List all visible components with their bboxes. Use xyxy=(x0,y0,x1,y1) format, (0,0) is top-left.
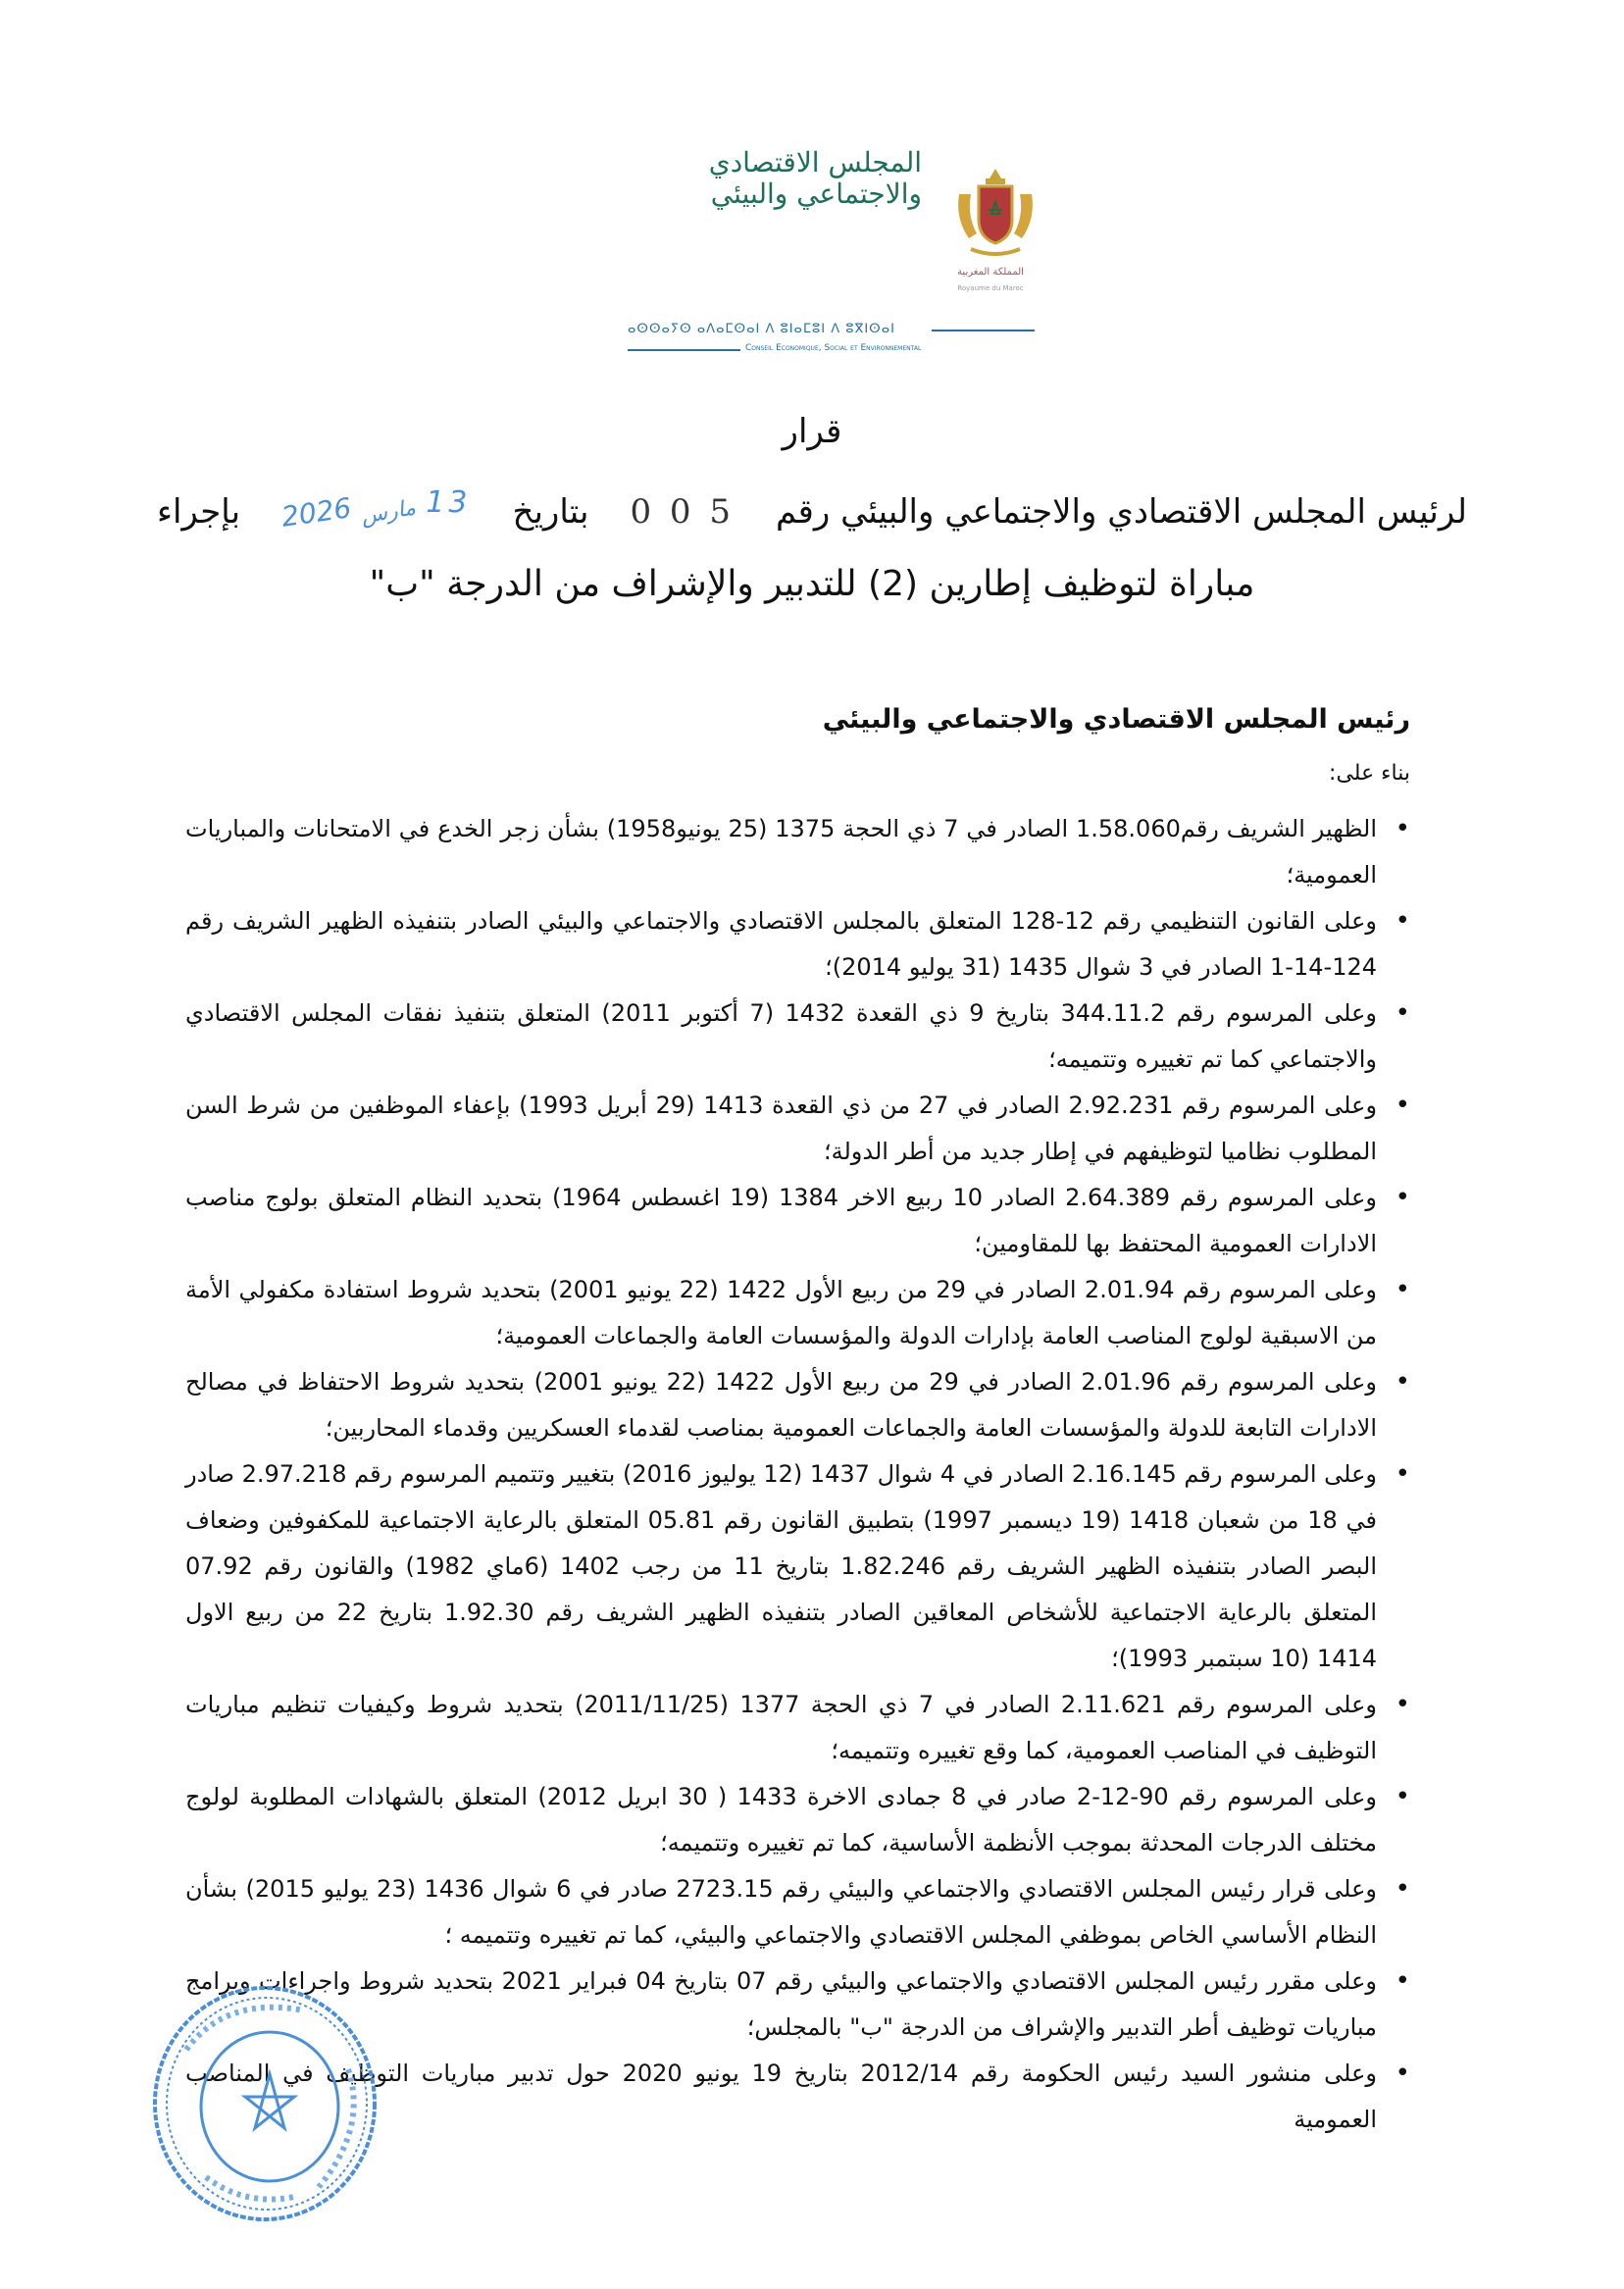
document-type: قرار xyxy=(782,412,842,451)
list-item: • وعلى المرسوم رقم 2.16.145 الصادر في 4 شوال 1437 (12 يوليوز 2016) بتغيير وتتميم المرسوم رقم 2.97.218 صادر في 18 من شعبان 1418 (19 ديسمبر 1997) بتطبيق القانون رقم 05.81 المتعلق بالرعاية الاجتماعية للمكفوفين وضعاف البصر الصادر بتنفيذه الظهير الشريف رقم 1.82.246 بتاريخ 11 من رجب 1402 (6ماي 1982) والقانون رقم 07.92 المتعلق بالرعاية الاجتماعية للأشخاص المعاقين الصادر بتنفيذه الظهير الشريف رقم 1.92.30 بتاريخ 22 من ربيع الاول 1414 (10 سبتمبر 1993)؛ xyxy=(185,1451,1377,1682)
handwritten-date xyxy=(279,484,472,534)
title-part1: لرئيس المجلس الاقتصادي والاجتماعي والبيئي رقم xyxy=(775,492,1467,532)
list-item: • وعلى منشور السيد رئيس الحكومة رقم 2012/14 بتاريخ 19 يونيو 2020 حول تدبير مباريات التوظيف في المناصب العمومية xyxy=(185,2051,1377,2143)
official-stamp-icon xyxy=(147,1981,387,2221)
list-item: • وعلى المرسوم رقم 2.11.621 الصادر في 7 ذي الحجة 1377 (2011/11/25) بتحديد شروط وكيفيات تنظيم مباريات التوظيف في المناصب العمومية، كما وقع تغييره وتتميمه؛ xyxy=(185,1682,1377,1774)
kingdom-label-fr: Royaume du Maroc xyxy=(957,284,1024,292)
moroccan-coat-of-arms-icon xyxy=(951,165,1040,263)
council-name-arabic-logo: المجلس الاقتصادي والاجتماعي والبيئي xyxy=(708,146,922,210)
list-item: • وعلى المرسوم رقم 344.11.2 بتاريخ 9 ذي القعدة 1432 (7 أكتوبر 2011) المتعلق بتنفيذ نفقات المجلس الاقتصادي والاجتماعي كما تم تغييره وتتميمه؛ xyxy=(185,991,1377,1083)
title-line1 xyxy=(157,484,1467,539)
council-name-tifinagh: ⴰⵙⵙⴰⵢⵙ ⴰⴷⴰⵎⵙⴰⵏ ⴷ ⵓⵏⴰⵎⵓⵏ ⴷ ⵓⴳⵏⵙⴰⵏ xyxy=(628,322,895,336)
list-item: • الظهير الشريف رقم1.58.060 الصادر في 7 ذي الحجة 1375 (25 يونيو1958) بشأن زجر الخدع في الامتحانات والمباريات العمومية؛ xyxy=(185,806,1377,898)
title-line2: مباراة لتوظيف إطارين (2) للتدبير والإشراف من الدرجة "ب" xyxy=(369,564,1255,604)
handwritten-date-month: مارس xyxy=(359,494,419,530)
logo-divider xyxy=(628,349,740,351)
kingdom-label-ar: المملكة المغربية xyxy=(957,267,1024,278)
council-name-french: Conseil Economique, Social et Environnemental xyxy=(745,343,922,353)
decision-number: 0 0 5 xyxy=(630,492,735,532)
list-item: • وعلى المرسوم رقم 2.01.96 الصادر في 29 من ربيع الأول 1422 (22 يونيو 2001) بتحديد شروط الاحتفاظ في مصالح الادارات التابعة للدولة والمؤسسات العامة والجماعات العمومية بمناصب لقدماء العسكريين وقدماء المحاربين؛ xyxy=(185,1359,1377,1451)
list-item: • وعلى المرسوم رقم 2.01.94 الصادر في 29 من ربيع الأول 1422 (22 يونيو 2001) بتحديد شروط استفادة مكفولي الأمة من الاسبقية لولوج المناصب العامة بإدارات الدولة والمؤسسات العامة والجماعات العمومية؛ xyxy=(185,1267,1377,1359)
title-part2: بإجراء xyxy=(157,492,241,532)
handwritten-date-year: 2026 xyxy=(279,490,354,534)
list-item: • وعلى المرسوم رقم 2.92.231 الصادر في 27 من ذي القعدة 1413 (29 أبريل 1993) بإعفاء الموظفين من شرط السن المطلوب نظاميا لتوظيفهم في إطار جديد من أطر الدولة؛ xyxy=(185,1083,1377,1175)
intro-label: بناء على: xyxy=(1329,761,1410,786)
logo-divider xyxy=(932,330,1035,331)
list-item: • وعلى القانون التنظيمي رقم 12-128 المتعلق بالمجلس الاقتصادي والاجتماعي والبيئي الصادر بتنفيذه الظهير الشريف رقم 124-14-1 الصادر في 3 شوال 1435 (31 يوليو 2014)؛ xyxy=(185,898,1377,991)
section-heading: رئيس المجلس الاقتصادي والاجتماعي والبيئي xyxy=(822,704,1410,735)
list-item: • وعلى المرسوم رقم 90-12-2 صادر في 8 جمادى الاخرة 1433 ( 30 ابريل 2012) المتعلق بالشهادات المطلوبة لولوج مختلف الدرجات المحدثة بموجب الأنظمة الأساسية، كما تم تغييره وتتميمه؛ xyxy=(185,1774,1377,1866)
legal-references-list xyxy=(185,806,1410,2143)
handwritten-date-day: 13 xyxy=(426,484,472,520)
list-item: • وعلى مقرر رئيس المجلس الاقتصادي والاجتماعي والبيئي رقم 07 بتاريخ 04 فبراير 2021 بتحديد شروط واجراءات وبرامج مباريات توظيف أطر التدبير والإشراف من الدرجة "ب" بالمجلس؛ xyxy=(185,1958,1377,2051)
list-item: • وعلى قرار رئيس المجلس الاقتصادي والاجتماعي والبيئي رقم 2723.15 صادر في 6 شوال 1436 (23 يوليو 2015) بشأن النظام الأساسي الخاص بموظفي المجلس الاقتصادي والاجتماعي والبيئي، كما تم تغييره وتتميمه ؛ xyxy=(185,1866,1377,1958)
list-item: • وعلى المرسوم رقم 2.64.389 الصادر 10 ربيع الاخر 1384 (19 اغسطس 1964) بتحديد النظام المتعلق بولوج مناصب الادارات العمومية المحتفظ بها للمقاومين؛ xyxy=(185,1175,1377,1267)
date-label: بتاريخ xyxy=(512,492,589,532)
council-logo xyxy=(628,147,1040,368)
